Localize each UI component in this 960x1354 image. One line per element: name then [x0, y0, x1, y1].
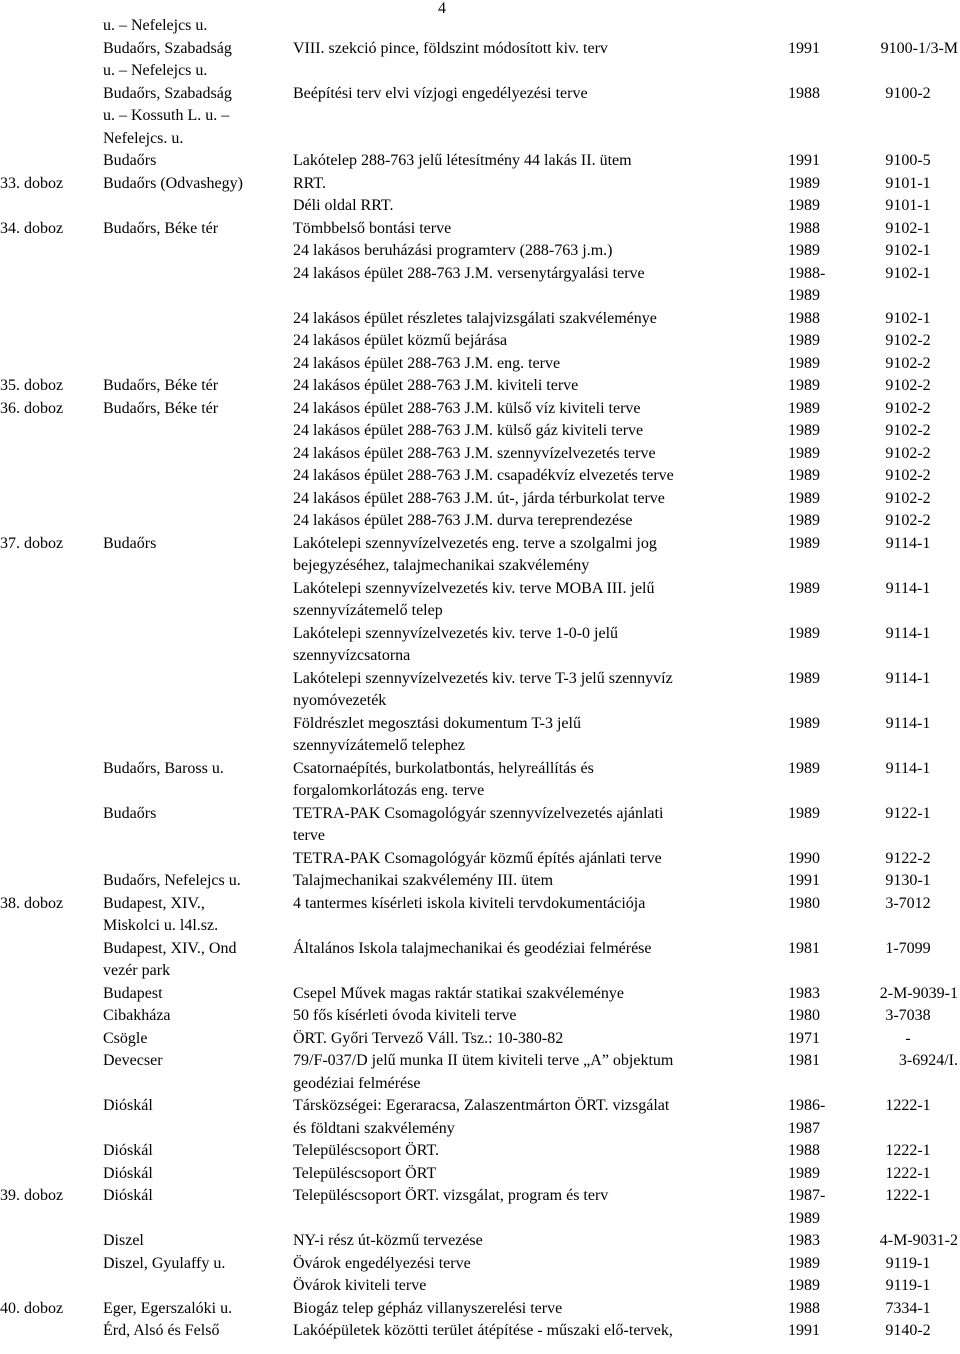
table-row	[0, 173, 958, 196]
year: 1989	[788, 1254, 820, 1272]
document-title: 24 lakásos beruházási programterv (288-763 j.m.)	[293, 242, 613, 259]
table-row	[0, 870, 958, 893]
box-number	[0, 330, 103, 353]
year: 1989	[788, 512, 820, 529]
document-title: 24 lakásos épület közmű bejárása	[293, 332, 508, 349]
location: Dióskál	[103, 1097, 153, 1114]
document-title: Lakótelepi szennyvízelvezetés kiv. terve MOBA III. jelű szennyvízátemelő telep	[293, 579, 655, 619]
reference-code: 2-M-9039-1	[879, 984, 958, 1002]
location	[103, 240, 293, 263]
table-row	[0, 240, 958, 263]
table-row	[0, 578, 958, 623]
table-row	[0, 1185, 958, 1230]
year: 1989	[788, 399, 820, 417]
location	[103, 263, 293, 308]
table-row	[0, 713, 958, 758]
location: Budaőrs, Szabadság	[103, 39, 232, 57]
document-title: Tömbbelső bontási terve	[293, 219, 452, 237]
location: Dióskál	[103, 1187, 153, 1204]
document-title: 24 lakásos épület 288-763 J.M. csapadékvíz elvezetés terve	[293, 467, 674, 484]
year: 1981	[788, 939, 820, 957]
year: 1989	[788, 669, 820, 687]
year: 1980	[788, 1007, 820, 1024]
box-number	[0, 1140, 103, 1163]
document-title: 50 fős kísérleti óvoda kiviteli terve	[293, 1007, 517, 1024]
document-title: TETRA-PAK Csomagológyár közmű építés ajánlati terve	[293, 849, 662, 867]
location	[103, 330, 293, 353]
box-number	[0, 195, 103, 218]
reference-code: 9101-1	[885, 197, 931, 214]
year: 1988	[788, 219, 820, 237]
document-title: 24 lakásos épület részletes talajvizsgálati szakvéleménye	[293, 309, 657, 327]
location: Diszel, Gyulaffy u.	[103, 1254, 226, 1272]
year: 1989	[788, 377, 820, 394]
table-row	[0, 353, 958, 376]
location: Érd, Alsó és Felső	[103, 1322, 220, 1339]
box-number	[0, 1163, 103, 1186]
year: 1989	[788, 242, 820, 259]
document-title: 24 lakásos épület 288-763 J.M. külső víz kiviteli terve	[293, 399, 641, 417]
reference-code: 1-7099	[885, 939, 931, 957]
year: 1987- 1989	[788, 1187, 826, 1227]
box-number	[0, 15, 103, 38]
reference-code: 9102-1	[885, 219, 931, 237]
box-number	[0, 38, 103, 61]
location	[103, 848, 293, 871]
location	[103, 308, 293, 331]
box-number	[0, 1050, 103, 1095]
location: u. – Nefelejcs u.	[103, 62, 208, 79]
document-title: Övárok engedélyezési terve	[293, 1254, 471, 1272]
table-row	[0, 533, 958, 578]
document-title: Földrészlet megosztási dokumentum T-3 jelű szennyvízátemelő telephez	[293, 714, 581, 754]
year: 1988	[788, 1142, 820, 1159]
reference-code: 9102-1	[885, 309, 931, 327]
box-number	[0, 1320, 103, 1343]
table-row	[0, 1050, 958, 1095]
reference-code: 9122-1	[885, 804, 931, 822]
location	[103, 353, 293, 376]
table-row	[0, 1140, 958, 1163]
reference-code: 9100-1/3-M	[880, 39, 958, 57]
box-number	[0, 623, 103, 668]
document-title: 24 lakásos épület 288-763 J.M. durva tereprendezése	[293, 512, 633, 529]
reference-code: 9101-1	[885, 174, 931, 192]
table-row	[0, 488, 958, 511]
year: 1981	[788, 1052, 820, 1069]
year: 1988	[788, 309, 820, 327]
table-row	[0, 308, 958, 331]
location: Dióskál	[103, 1142, 153, 1159]
year: 1988	[788, 1299, 820, 1317]
reference-code: 9102-2	[885, 489, 931, 507]
box-number	[0, 420, 103, 443]
document-title	[293, 128, 788, 151]
document-title: 24 lakásos épület 288-763 J.M. kiviteli terve	[293, 377, 579, 394]
reference-code: -	[905, 1029, 911, 1047]
location	[103, 713, 293, 758]
location: Budaőrs	[103, 534, 157, 552]
reference-code: 3-7038	[885, 1007, 931, 1024]
box-number	[0, 1230, 103, 1253]
table-row	[0, 1320, 958, 1343]
location: Budaőrs, Baross u.	[103, 759, 224, 777]
document-title: Településcsoport ÖRT	[293, 1164, 437, 1182]
box-number	[0, 803, 103, 848]
box-number	[0, 983, 103, 1006]
box-number	[0, 353, 103, 376]
reference-code: 9140-2	[885, 1322, 931, 1339]
box-number: 38. doboz	[0, 894, 64, 912]
document-title: Övárok kiviteli terve	[293, 1277, 427, 1294]
year: 1989	[788, 174, 820, 192]
year: 1983	[788, 984, 820, 1002]
location	[103, 623, 293, 668]
reference-code: 9102-2	[885, 467, 931, 484]
document-title: Településcsoport ÖRT. vizsgálat, program és terv	[293, 1187, 609, 1204]
table-row	[0, 1230, 958, 1253]
box-number	[0, 105, 103, 128]
location	[103, 443, 293, 466]
box-number: 40. doboz	[0, 1299, 64, 1317]
year	[788, 128, 858, 151]
box-number	[0, 1028, 103, 1051]
location: Budapest	[103, 984, 163, 1002]
document-title: RRT.	[293, 174, 326, 192]
document-title: NY-i rész út-közmű tervezése	[293, 1232, 483, 1249]
location	[103, 1275, 293, 1298]
box-number	[0, 240, 103, 263]
reference-code: 9122-2	[885, 849, 931, 867]
table-row	[0, 758, 958, 803]
reference-code: 9102-2	[885, 399, 931, 417]
location: Budaőrs	[103, 152, 157, 169]
document-title: Talajmechanikai szakvélemény III. ütem	[293, 872, 554, 889]
document-title: 24 lakásos épület 288-763 J.M. eng. terve	[293, 354, 561, 372]
document-title: Társközségei: Egeraracsa, Zalaszentmárton ÖRT. vizsgálat és földtani szakvélemény	[293, 1097, 670, 1137]
year: 1991	[788, 152, 820, 169]
location: u. – Nefelejcs u.	[103, 17, 208, 34]
year: 1990	[788, 849, 820, 867]
year: 1989	[788, 579, 820, 597]
year: 1989	[788, 759, 820, 777]
table-row	[0, 83, 958, 106]
table-row	[0, 105, 958, 128]
document-title: Csepel Művek magas raktár statikai szakvéleménye	[293, 984, 624, 1002]
reference-code: 9102-2	[885, 377, 931, 394]
table-row	[0, 1028, 958, 1051]
box-number	[0, 668, 103, 713]
year: 1989	[788, 624, 820, 642]
location: Csögle	[103, 1029, 148, 1047]
year: 1989	[788, 354, 820, 372]
reference-code: 9102-2	[885, 512, 931, 529]
document-title	[293, 60, 788, 83]
box-number	[0, 1253, 103, 1276]
year: 1989	[788, 489, 820, 507]
location: Budaőrs, Nefelejcs u.	[103, 872, 241, 889]
table-row	[0, 195, 958, 218]
box-number	[0, 150, 103, 173]
box-number	[0, 1005, 103, 1028]
box-number	[0, 1275, 103, 1298]
location: Budaőrs	[103, 804, 157, 822]
document-title: 79/F-037/D jelű munka II ütem kiviteli terve „A” objektum geodéziai felmérése	[293, 1052, 674, 1092]
box-number	[0, 938, 103, 983]
box-number	[0, 848, 103, 871]
reference-code: 9119-1	[885, 1277, 931, 1294]
location: Budaőrs, Béke tér	[103, 219, 219, 237]
location: u. – Kossuth L. u. –	[103, 107, 230, 124]
document-title: Lakótelepi szennyvízelvezetés kiv. terve 1-0-0 jelű szennyvízcsatorna	[293, 624, 619, 664]
page-number: 4	[438, 0, 446, 17]
year: 1989	[788, 714, 820, 732]
location	[103, 578, 293, 623]
document-title	[293, 105, 788, 128]
table-row	[0, 60, 958, 83]
archive-register-table	[0, 15, 958, 1343]
box-number	[0, 443, 103, 466]
year: 1989	[788, 467, 820, 484]
document-title: 24 lakásos épület 288-763 J.M. út-, járda térburkolat terve	[293, 489, 665, 507]
reference-code: 1222-1	[885, 1142, 931, 1159]
document-title: TETRA-PAK Csomagológyár szennyvízelvezetés ajánlati terve	[293, 804, 664, 844]
location: Nefelejcs. u.	[103, 129, 184, 147]
reference-code: 9102-2	[885, 332, 931, 349]
year: 1991	[788, 1322, 820, 1339]
box-number	[0, 128, 103, 151]
table-row	[0, 510, 958, 533]
reference-code: 3-6924/I.	[898, 1052, 958, 1069]
location: Budaőrs, Szabadság	[103, 84, 232, 102]
location	[103, 510, 293, 533]
year: 1991	[788, 872, 820, 889]
table-row	[0, 1095, 958, 1140]
document-title: 24 lakásos épület 288-763 J.M. szennyvízelvezetés terve	[293, 444, 656, 462]
box-number	[0, 308, 103, 331]
location: Budapest, XIV., Ond vezér park	[103, 939, 237, 979]
year: 1971	[788, 1029, 820, 1047]
document-title: 24 lakásos épület 288-763 J.M. versenytárgyalási terve	[293, 264, 645, 282]
reference-code: 9130-1	[885, 872, 931, 889]
reference-code	[858, 105, 958, 128]
box-number	[0, 758, 103, 803]
year: 1980	[788, 894, 820, 912]
reference-code	[858, 60, 958, 83]
year: 1988	[788, 84, 820, 102]
reference-code: 1222-1	[885, 1164, 931, 1182]
location: Eger, Egerszalóki u.	[103, 1299, 233, 1317]
reference-code	[858, 128, 958, 151]
box-number: 35. doboz	[0, 377, 64, 394]
table-row	[0, 398, 958, 421]
reference-code: 9100-2	[885, 84, 931, 102]
reference-code: 9119-1	[885, 1254, 931, 1272]
document-title: Lakóépületek közötti terület átépítése - műszaki elő-tervek,	[293, 1322, 673, 1339]
table-row	[0, 623, 958, 668]
document-title: VIII. szekció pince, földszint módosított kiv. terv	[293, 39, 608, 57]
table-row	[0, 330, 958, 353]
location	[103, 195, 293, 218]
document-title	[293, 15, 788, 38]
year: 1989	[788, 804, 820, 822]
reference-code: 9102-1	[885, 264, 931, 282]
reference-code: 9102-2	[885, 422, 931, 439]
table-row	[0, 1253, 958, 1276]
reference-code: 9114-1	[885, 624, 931, 642]
table-row	[0, 443, 958, 466]
document-title: Lakótelepi szennyvízelvezetés kiv. terve T-3 jelű szennyvíz nyomóvezeték	[293, 669, 673, 709]
document-title: Lakótelepi szennyvízelvezetés eng. terve a szolgalmi jog bejegyzéséhez, talajmechanikai szakvélemény	[293, 534, 657, 574]
year: 1988- 1989	[788, 264, 826, 304]
reference-code: 1222-1	[885, 1097, 931, 1114]
location: Diszel	[103, 1232, 144, 1249]
reference-code	[858, 15, 958, 38]
table-row	[0, 375, 958, 398]
year: 1989	[788, 422, 820, 439]
document-title: Déli oldal RRT.	[293, 197, 394, 214]
box-number	[0, 870, 103, 893]
year: 1989	[788, 332, 820, 349]
table-row	[0, 15, 958, 38]
box-number	[0, 488, 103, 511]
table-row	[0, 150, 958, 173]
document-title: Csatornaépítés, burkolatbontás, helyreállítás és forgalomkorlátozás eng. terve	[293, 759, 594, 799]
table-row	[0, 1275, 958, 1298]
reference-code: 9102-2	[885, 444, 931, 462]
box-number	[0, 263, 103, 308]
reference-code: 9102-2	[885, 354, 931, 372]
table-row	[0, 938, 958, 983]
year: 1989	[788, 197, 820, 214]
location: Budapest, XIV., Miskolci u. l4l.sz.	[103, 894, 219, 934]
reference-code: 9102-1	[885, 242, 931, 259]
year: 1989	[788, 1164, 820, 1182]
year: 1991	[788, 39, 820, 57]
year: 1986- 1987	[788, 1097, 826, 1137]
table-row	[0, 1298, 958, 1321]
table-row	[0, 263, 958, 308]
location	[103, 465, 293, 488]
table-row	[0, 128, 958, 151]
table-row	[0, 465, 958, 488]
location: Budaőrs, Béke tér	[103, 377, 219, 394]
year: 1989	[788, 1277, 820, 1294]
location: Budaőrs (Odvashegy)	[103, 174, 243, 192]
box-number	[0, 83, 103, 106]
document-title: Biogáz telep gépház villanyszerelési terve	[293, 1299, 563, 1317]
year	[788, 60, 858, 83]
year: 1989	[788, 534, 820, 552]
register-body	[0, 15, 958, 1343]
table-row	[0, 1163, 958, 1186]
document-title: 4 tantermes kísérleti iskola kiviteli tervdokumentációja	[293, 894, 646, 912]
reference-code: 9114-1	[885, 579, 931, 597]
box-number	[0, 713, 103, 758]
document-title: Általános Iskola talajmechanikai és geodéziai felmérése	[293, 939, 652, 957]
document-title: ÖRT. Győri Tervező Váll. Tsz.: 10-380-82	[293, 1029, 564, 1047]
box-number: 34. doboz	[0, 219, 64, 237]
reference-code: 7334-1	[885, 1299, 931, 1317]
document-title: Településcsoport ÖRT.	[293, 1142, 440, 1159]
reference-code: 9100-5	[885, 152, 931, 169]
table-row	[0, 893, 958, 938]
location: Cibakháza	[103, 1007, 171, 1024]
reference-code: 1222-1	[885, 1187, 931, 1204]
document-title: Beépítési terv elvi vízjogi engedélyezési terve	[293, 84, 588, 102]
year: 1983	[788, 1232, 820, 1249]
box-number: 37. doboz	[0, 534, 64, 552]
box-number: 36. doboz	[0, 399, 64, 417]
location	[103, 668, 293, 713]
location	[103, 420, 293, 443]
box-number	[0, 510, 103, 533]
box-number	[0, 578, 103, 623]
reference-code: 3-7012	[885, 894, 931, 912]
location	[103, 488, 293, 511]
reference-code: 9114-1	[885, 714, 931, 732]
document-title: Lakótelep 288-763 jelű létesítmény 44 lakás II. ütem	[293, 152, 632, 169]
year: 1989	[788, 444, 820, 462]
table-row	[0, 38, 958, 61]
box-number	[0, 1095, 103, 1140]
location: Budaőrs, Béke tér	[103, 399, 219, 417]
box-number	[0, 465, 103, 488]
table-row	[0, 848, 958, 871]
reference-code: 9114-1	[885, 669, 931, 687]
year	[788, 105, 858, 128]
box-number	[0, 60, 103, 83]
reference-code: 4-M-9031-2	[879, 1232, 958, 1249]
location: Devecser	[103, 1052, 163, 1069]
table-row	[0, 1005, 958, 1028]
reference-code: 9114-1	[885, 534, 931, 552]
reference-code: 9114-1	[885, 759, 931, 777]
year	[788, 15, 858, 38]
table-row	[0, 420, 958, 443]
table-row	[0, 983, 958, 1006]
box-number: 33. doboz	[0, 174, 64, 192]
table-row	[0, 218, 958, 241]
table-row	[0, 668, 958, 713]
box-number: 39. doboz	[0, 1187, 64, 1204]
table-row	[0, 803, 958, 848]
document-title: 24 lakásos épület 288-763 J.M. külső gáz kiviteli terve	[293, 422, 644, 439]
location: Dióskál	[103, 1164, 153, 1182]
